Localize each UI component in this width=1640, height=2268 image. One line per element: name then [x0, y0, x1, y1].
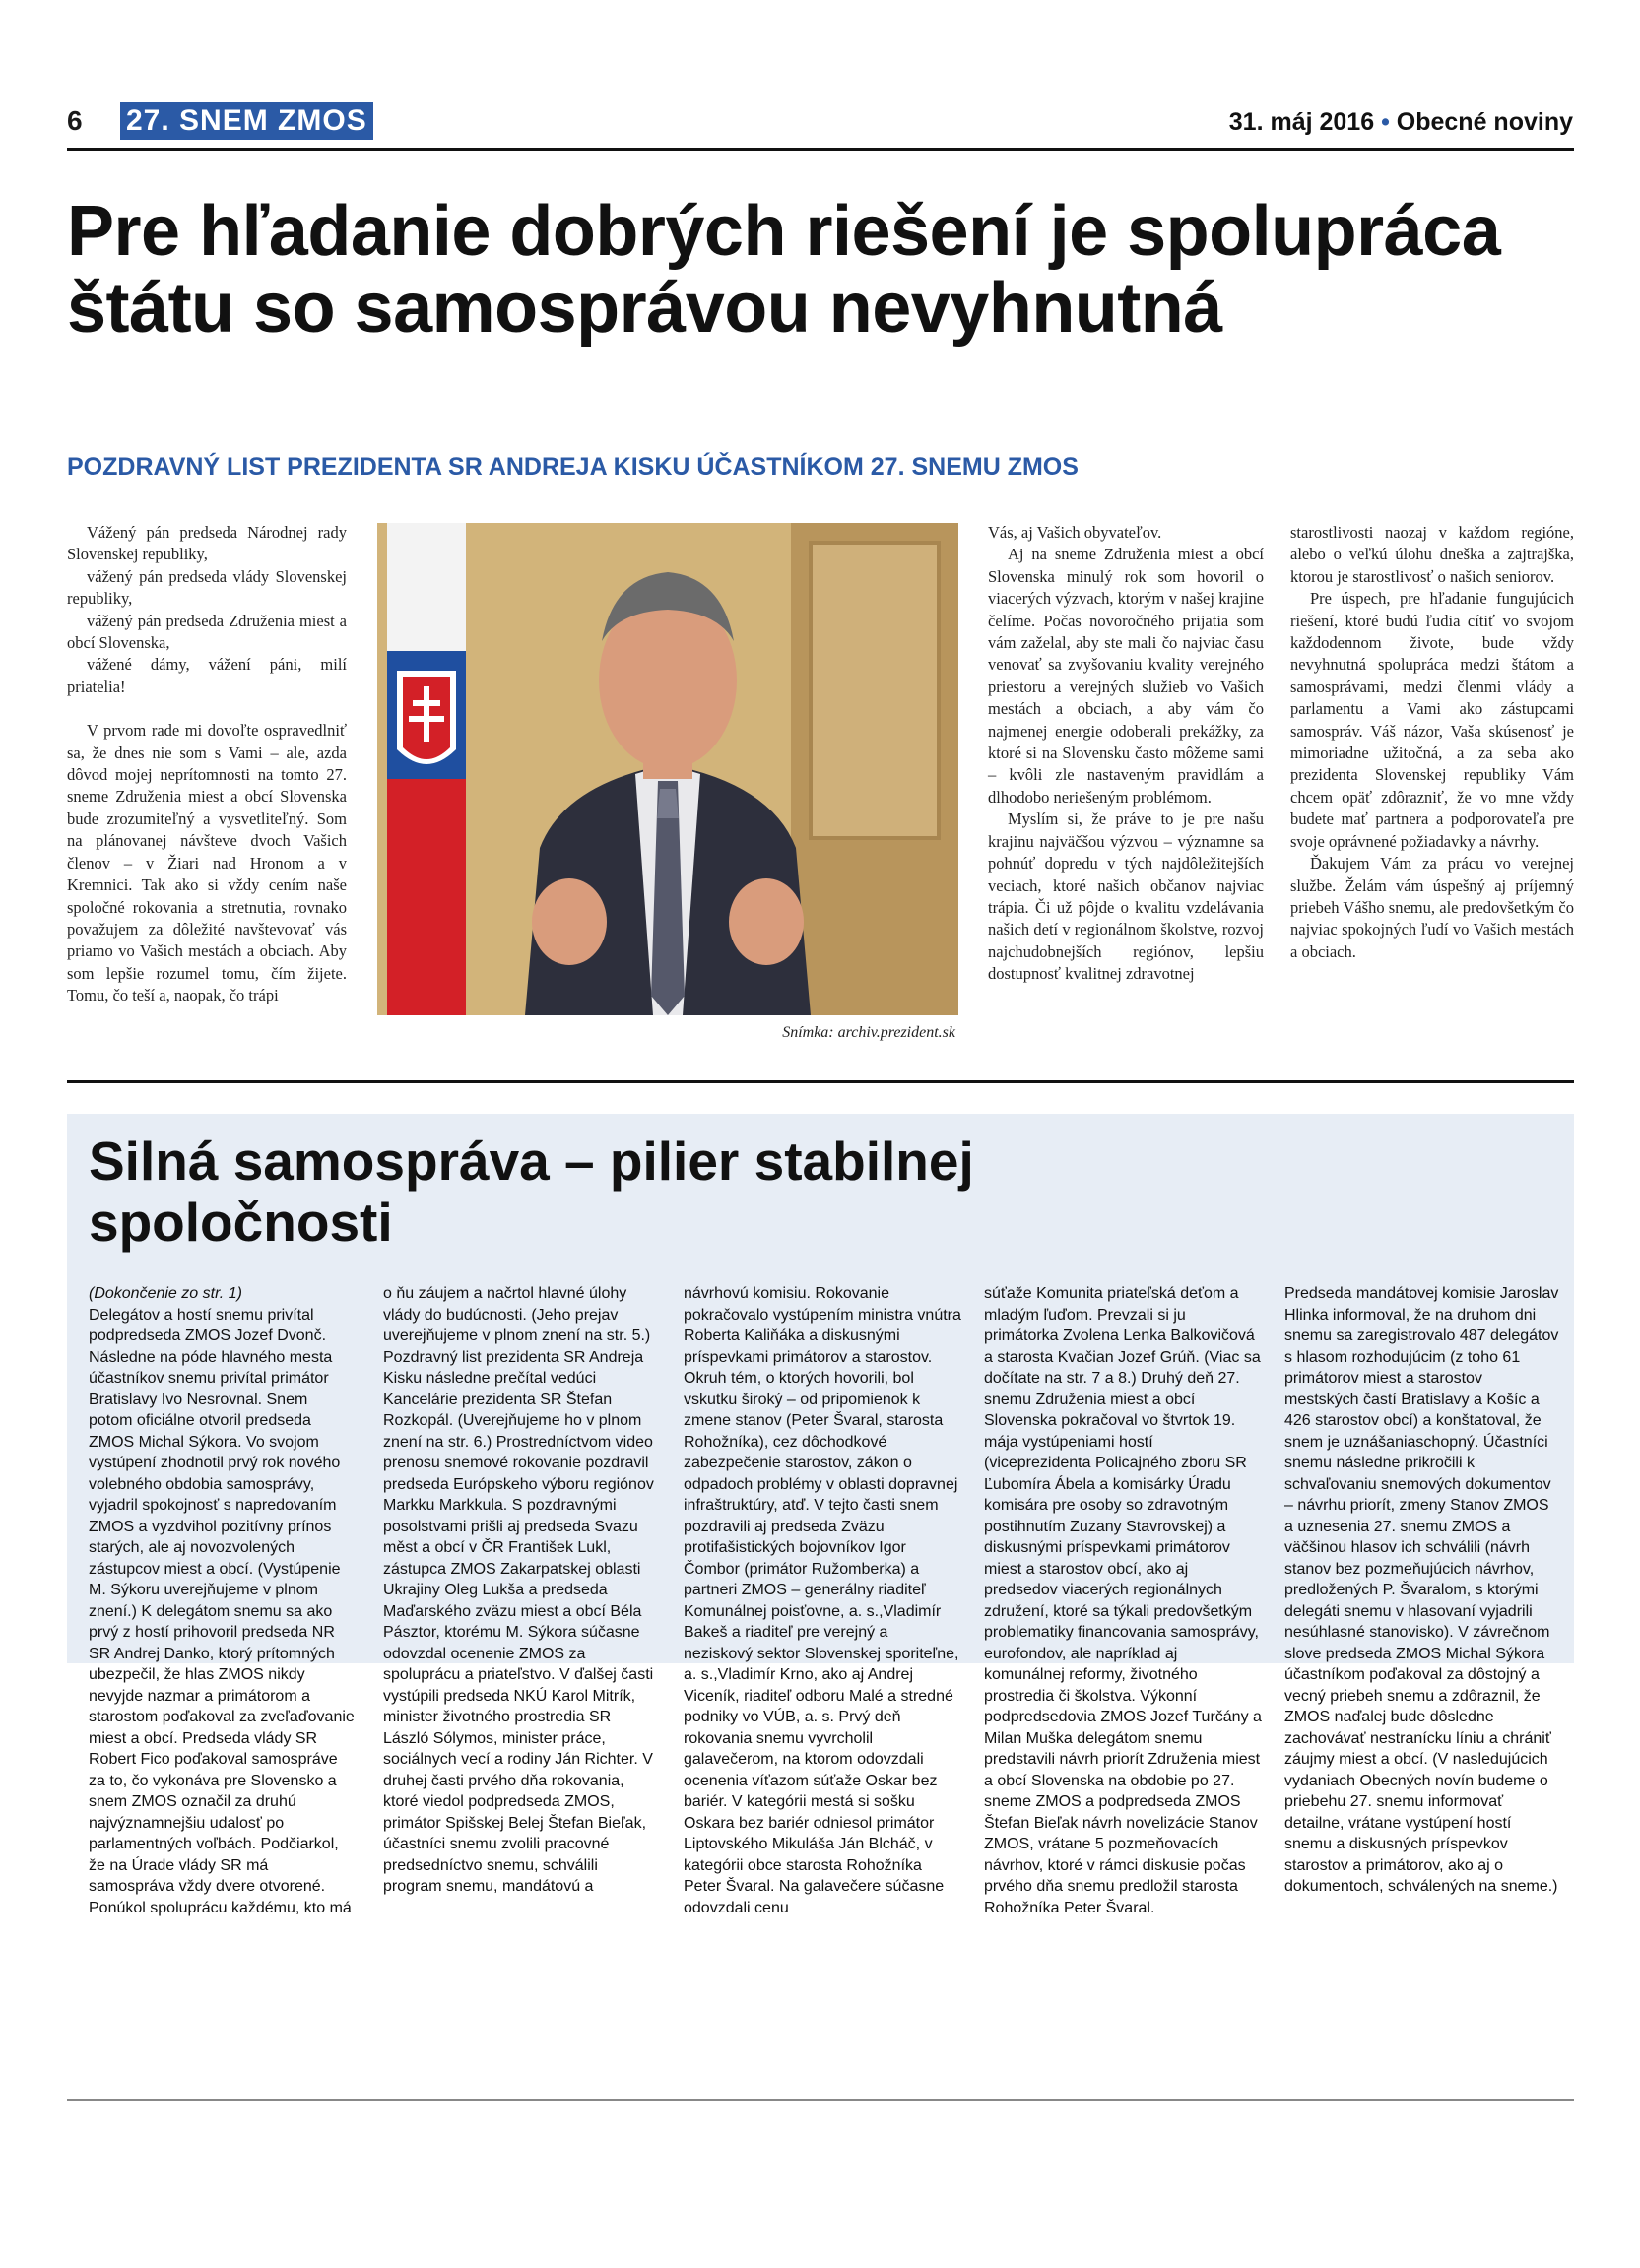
section-tag: 27. SNEM ZMOS: [120, 102, 373, 140]
publication-name: Obecné noviny: [1396, 108, 1573, 136]
letter-column-1: [67, 522, 347, 1007]
article-headline: Pre hľadanie dobrých riešení je spolupráca štátu so samosprávou nevyhnutná: [67, 192, 1501, 348]
paragraph: Myslím si, že práve to je pre našu krajinu najväčšou výzvou – významne sa pohnúť dopredu v tých najdôležitejších veciach, ktoré našich občanov najviac trápia. Či už pôjde o kvalitu vzdelávania našich detí v regionálnom školstve, rozvoj najchudobnejších regiónov, lepšiu dostupnosť kvalitnej zdravotnej: [988, 810, 1264, 984]
box-text: o ňu záujem a načrtol hlavné úlohy vlády do budúcnosti. (Jeho prejav uverejňujeme v plnom znení na str. 5.) Pozdravný list prezidenta SR Andreja Kisku následne prečítal vedúci Kancelárie prezidenta SR Štefan Rozkopál. (Uverejňujeme ho v plnom znení na str. 6.) Prostredníctvom video prenosu snemové rokovanie pozdravil predseda Európskeho výboru regiónov Markku Markkula. S pozdravnými posolstvami prišli aj predseda Svazu měst a obcí v ČR František Lukl, zástupca ZMOS Zakarpatskej oblasti Ukrajiny Oleg Lukša a predseda Maďarského zväzu miest a obcí Béla Pásztor, ktorému M. Sýkora súčasne odovzdal ocenenie ZMOS za spoluprácu a priateľstvo. V ďalšej časti vystúpili predseda NKÚ Karol Mitrík, minister životného prostredia SR László Sólymos, minister práce, sociálnych vecí a rodiny Ján Richter. V druhej časti prvého dňa rokovania, ktoré viedol podpredseda ZMOS, primátor Spišskej Belej Štefan Bieľak, účastníci snemu zvolili pracovné predsedníctvo snemu, schválili program snemu, mandátovú a: [383, 1285, 654, 1895]
article-subheadline: POZDRAVNÝ LIST PREZIDENTA SR ANDREJA KISKU ÚČASTNÍKOM 27. SNEMU ZMOS: [67, 453, 1079, 481]
page-number: 6: [67, 105, 83, 136]
issue-date: 31. máj 2016: [1228, 108, 1375, 136]
paragraph: Pre úspech, pre hľadanie fungujúcich riešení, ktoré budú ľudia cítiť vo svojom každodennom živote, bude vždy nevyhnutná spolupráca medzi štátom a samosprávami, medzi členmi vlády a parlamentu a Vami ako zástupcami samospráv. Váš názor, Vaša skúsenosť je mimoriadne užitočná, a za seba ako prezidenta Slovenskej republiky Vám chcem opäť zdôrazniť, že vo mne vždy budete mať partnera a podporovateľa pre svoje oprávnené požiadavky a návrhy.: [1290, 589, 1574, 851]
box-headline: Silná samospráva – pilier stabilnej spoločnosti: [89, 1131, 974, 1253]
letter-column-4: [1290, 522, 1574, 963]
box-text: návrhovú komisiu. Rokovanie pokračovalo vystúpením ministra vnútra Roberta Kaliňáka a diskusnými príspevkami primátorov a starostov. Okruh tém, o ktorých hovorili, bol vskutku široký – od pripomienok k zmene stanov (Peter Švaral, starosta Rohožníka), cez dôchodkové zabezpečenie starostov, zákon o odpadoch problémy v oblasti dopravnej infraštruktúry, atď. V tejto časti snem pozdravili aj predseda Zväzu protifašistických bojovníkov Igor Čombor (primátor Ružomberka) a partneri ZMOS – generálny riaditeľ Komunálnej poisťovne, a. s.,Vladimír Bakeš a riaditeľ pre verejný a neziskový sektor Slovenskej sporiteľne, a. s.,Vladimír Krno, ako aj Andrej Viceník, riaditeľ odboru Malé a stredné podniky vo VÚB, a. s. Prvý deň rokovania snemu vyvrcholil galavečerom, na ktorom odovzdali ocenenia víťazom súťaže Oskar bez bariér. V kategórii mestá si sošku Oskara bez bariér odniesol primátor Liptovského Mikuláša Ján Blcháč, v kategórii obce starosta Rohožníka Peter Švaral. Na galavečere súčasne odovzdali cenu: [684, 1285, 961, 1916]
paragraph: Aj na sneme Združenia miest a obcí Slovenska minulý rok som hovoril o viacerých výzvach, ktorým v našej krajine čelíme. Počas novoročného prijatia som vám zaželal, aby ste mali čo najviac času venovať sa zvyšovaniu kvality verejného priestoru a verejných služieb vo Vašich mestách a obciach, a aby vám čo najmenej energie odoberali prekážky, za ktoré si na Slovensku často môžeme sami – kvôli zle nastaveným pravidlám a dlhodobo neriešeným problémom.: [988, 545, 1264, 807]
paragraph: V prvom rade mi dovoľte ospravedlniť sa, že dnes nie som s Vami – ale, azda dôvod mojej neprítomnosti na tomto 27. sneme Združenia miest a obcí Slovenska bude zrozumiteľný a vysvetliteľný. Som na plánovanej návšteve dvoch Vašich členov – v Žiari nad Hronom a v Kremnici. Tak ako si vždy cením naše spoločné rokovania a stretnutia, rovnako považujem za dôležité navštevovať vás priamo vo Vašich mestách a obciach. Aby som lepšie rozumel tomu, čím žijete. Tomu, čo teší a, naopak, čo trápi: [67, 721, 347, 1005]
box-column-4: [984, 1283, 1262, 1918]
salutation-line: vážené dámy, vážení páni, milí priatelia!: [67, 655, 347, 696]
letter-column-3: [988, 522, 1264, 986]
salutation-line: vážený pán predseda Združenia miest a obcí Slovenska,: [67, 611, 347, 653]
salutation-line: vážený pán predseda vlády Slovenskej republiky,: [67, 566, 347, 609]
box-column-1: [89, 1283, 355, 1918]
box-column-3: [684, 1283, 961, 1918]
article-photo: [377, 523, 958, 1015]
salutation-line: Vážený pán predseda Národnej rady Slovenskej republiky,: [67, 523, 347, 564]
paragraph: Ďakujem Vám za prácu vo verejnej službe. Želám vám úspešný aj príjemný priebeh Vášho snemu, ale predovšetkým čo najviac spokojných ľudí vo Vašich mestách a obciach.: [1290, 854, 1574, 961]
box-text: Delegátov a hostí snemu privítal podpredseda ZMOS Jozef Dvonč. Následne na póde hlavného mesta účastníkov snemu privítal primátor Bratislavy Ivo Nesrovnal. Snem potom oficiálne otvoril predseda ZMOS Michal Sýkora. Vo svojom vystúpení zhodnotil prvý rok nového volebného obdobia samosprávy, vyjadril spokojnosť s napredovaním ZMOS a vyzdvihol pozitívny prínos starých, ale aj novozvolených zástupcov miest a obcí. (Vystúpenie M. Sýkoru uverejňujeme v plnom znení.) K delegátom snemu sa ako prvý z hostí prihovoril predseda NR SR Andrej Danko, ktorý prítomných ubezpečil, že hlas ZMOS nikdy nevyjde nazmar a primátorom a starostom poďakoval za zveľaďovanie miest a obcí. Predseda vlády SR Robert Fico poďakoval samospráve za to, čo vykonáva pre Slovensko a snem ZMOS označil za druhú najvýznamnejšiu udalosť po parlamentných voľbách. Podčiarkol, že na Úrade vlády SR má samospráva vždy dvere otvorené. Ponúkol spoluprácu každému, kto má: [89, 1306, 355, 1916]
box-text: súťaže Komunita priateľská deťom a mladým ľuďom. Prevzali si ju primátorka Zvolena Lenka Balkovičová a starosta Kvačian Jozef Grúň. (Viac sa dočítate na str. 7 a 8.) Druhý deň 27. snemu Združenia miest a obcí Slovenska pokračoval vo štvrtok 19. mája vystúpeniami hostí (viceprezidenta Policajného zboru SR Ľubomíra Ábela a komisárky Úradu komisára pre osoby so zdravotným postihnutím Zuzany Stavrovskej) a diskusnými príspevkami primátorov miest a starostov obcí, ako aj predsedov viacerých regionálnych združení, ktoré sa týkali predovšetkým problematiky financovania samosprávy, eurofondov, ale napríklad aj komunálnej reformy, životného prostredia či školstva. Výkonní podpredsedovia ZMOS Jozef Turčány a Milan Muška delegátom snemu predstavili návrh priorít Združenia miest a obcí Slovenska na obdobie po 27. sneme ZMOS a podpredseda ZMOS Štefan Bieľak návrh novelizácie Stanov ZMOS, vrátane 5 pozmeňovacích návrhov, ktoré v rámci diskusie počas prvého dňa snemu predložil starosta Rohožníka Peter Švaral.: [984, 1285, 1262, 1916]
photo-caption: Snímka: archiv.prezident.sk: [782, 1024, 955, 1041]
paragraph: starostlivosti naozaj v každom regióne, alebo o veľkú úlohu dneška a zajtrajška, ktorou je starostlivosť o našich seniorov.: [1290, 523, 1574, 586]
paragraph: Vás, aj Vašich obyvateľov.: [988, 523, 1162, 542]
separator-dot: •: [1381, 108, 1390, 136]
box-column-5: [1284, 1283, 1560, 1898]
section-divider: [67, 1080, 1574, 1083]
bottom-rule: [67, 2099, 1574, 2101]
box-text: Predseda mandátovej komisie Jaroslav Hlinka informoval, že na druhom dni snemu sa zaregistrovalo 487 delegátov s hlasom rozhodujúcim (z toho 61 primátorov miest a starostov mestských častí Bratislavy a Košíc a 426 starostov obcí) a konštatoval, že snem je uznášaniaschopný. Účastníci snemu následne prikročili k schvaľovaniu snemových dokumentov – návrhu priorít, zmeny Stanov ZMOS a uznesenia 27. snemu ZMOS a väčšinou hlasov ich schválili (návrh stanov bez pozmeňujúcich návrhov, predložených P. Švaralom, s ktorými delegáti snemu v hlasovaní vyjadrili nesúhlasné stanovisko). V závrečnom slove predseda ZMOS Michal Sýkora účastníkom poďakoval za dôstojný a vecný priebeh snemu a zdôraznil, že ZMOS naďalej bude dôsledne zachovávať nestranícku líniu a chrániť záujmy miest a obcí. (V nasledujúcich vydaniach Obecných novín budeme o priebehu 27. snemu informovať detailne, vrátane vystúpení hostí snemu a diskusných príspevkov starostov a primátorov, ako aj o dokumentoch, schválených na sneme.): [1284, 1285, 1559, 1895]
header-rule: [67, 148, 1574, 151]
box-column-2: [383, 1283, 657, 1898]
continuation-note: (Dokončenie zo str. 1): [89, 1285, 242, 1302]
issue-info: [1229, 108, 1573, 137]
